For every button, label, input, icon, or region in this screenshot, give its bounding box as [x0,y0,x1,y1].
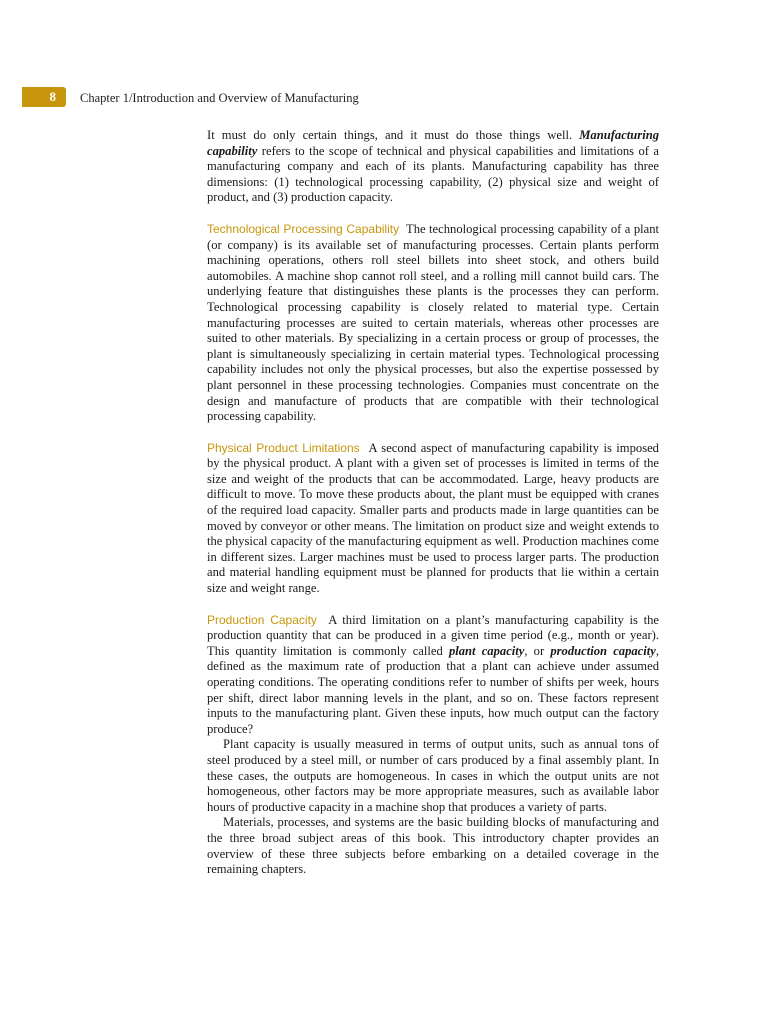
page-number: 8 [22,87,66,107]
production-text-3: , defined as the maximum rate of production that a plant can achieve under assumed operating conditions. The operating conditions refer to number of shifts per week, hours per shift, direct labor manning levels in the plant, and so on. These factors represent inputs to the manufacturing plant. Given these inputs, how much output can the factory produce? [207,643,660,736]
intro-text-2: refers to the scope of technical and physical capabilities and limitations of a manufacturing company and each of its plants. Manufacturing capability has three dimensions: (1) technological processing capability, (2) physical size and weight of product, and (3) production capacity. [207,143,659,205]
physical-section [207,441,659,597]
production-heading: Production Capacity [207,612,317,627]
production-section [207,613,659,738]
technological-heading: Technological Processing Capability [207,221,400,236]
production-text-1: A third limitation on a plant’s manufacturing capability is the production quantity that can be produced in a given time period (e.g., month or year). This quantity limitation is commonly called [207,612,659,658]
plant-capacity-paragraph: Plant capacity is usually measured in terms of output units, such as annual tons of steel produced by a steel mill, or number of cars produced by a final assembly plant. In these cases, the outputs are homogeneous. In cases in which the output units are not homogeneous, other factors may be more appropriate measures, such as available labor hours of productive capacity in a machine shop that produces a variety of parts. [207,737,659,814]
term-plant-capacity: plant capacity [448,643,525,658]
term-manufacturing-capability: Manufacturing capability [207,128,659,158]
page-header [0,86,768,108]
intro-paragraph [207,128,659,206]
technological-section [207,222,659,425]
intro-text-1: It must do only certain things, and it must do those things well. [207,128,580,142]
term-production-capacity: production capacity [550,643,656,658]
physical-heading: Physical Product Limitations [207,440,360,455]
running-head: Chapter 1/Introduction and Overview of Manufacturing [80,91,359,105]
closing-paragraph: Materials, processes, and systems are the basic building blocks of manufacturing and the three broad subject areas of this book. This introductory chapter provides an overview of these three subjects before embarking on a detailed coverage in the remaining chapters. [207,815,659,877]
physical-body: A second aspect of manufacturing capability is imposed by the physical product. A plant with a given set of processes is limited in terms of the size and weight of the products that can be accommodated. Large, heavy products are difficult to move. To move these products about, the plant must be equipped with cranes of the required load capacity. Smaller parts and products made in large quantities can be moved by conveyor or other means. The limitation on product size and weight extends to the physical capacity of the manufacturing equipment as well. Production machines come in different sizes. Larger machines must be used to process larger parts. The production and material handling equipment must be planned for products that lie within a certain size and weight range. [207,440,659,596]
production-text-2: , or [524,643,551,658]
technological-body: The technological processing capability of a plant (or company) is its available set of manufacturing processes. Certain plants perform machining operations, others roll steel billets into sheet stock, and others build automobiles. A machine shop cannot roll steel, and a rolling mill cannot build cars. The underlying feature that distinguishes these plants is the processes they can perform. Technological processing capability is closely related to material type. Certain manufacturing processes are suited to certain materials, whereas other processes are suited to other materials. By specializing in a certain process or group of processes, the plant is simultaneously specializing in certain material types. Technological processing capability includes not only the physical processes, but also the expertise possessed by plant personnel in these processing technologies. Companies must concentrate on the design and manufacture of products that are compatible with their technological processing capability. [207,221,660,424]
body-text [207,128,659,878]
